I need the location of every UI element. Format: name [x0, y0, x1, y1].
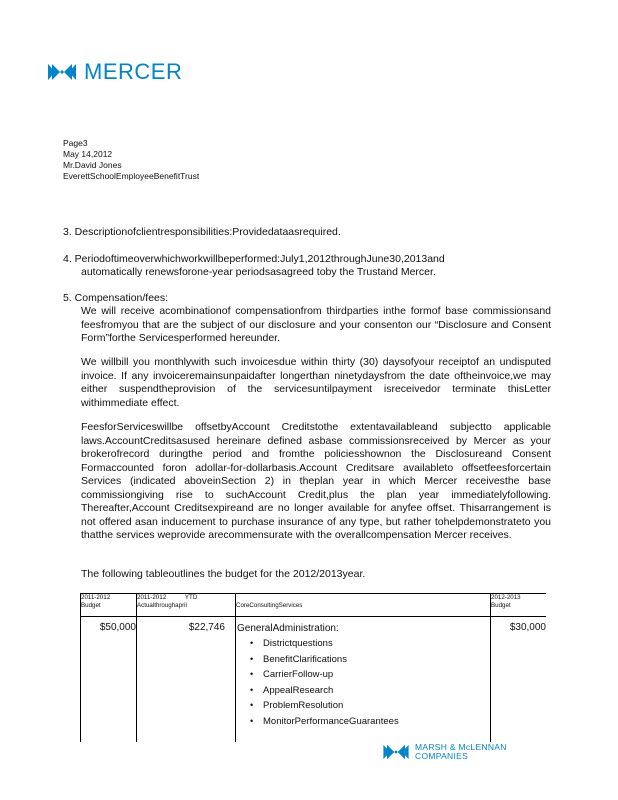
- letter-header: [63, 138, 199, 182]
- footer-line1: MARSH & McLENNAN: [415, 742, 507, 752]
- cell-services: [236, 617, 491, 743]
- mercer-logo-text: MERCER: [84, 59, 183, 84]
- item-4-line1: 4. Periodoftimeoverwhichworkwillbeperformed:July1,2012throughJune30,2013and: [63, 253, 445, 265]
- cell-ytd: $22,746: [137, 617, 236, 743]
- header-core-services-label: CoreConsultingServices: [236, 602, 303, 609]
- paragraph-billing: We willbill you monthlywith such invoicesdue within thirty (30) daysofyour receiptof an undisputed invoice. If any invoiceremainsunpaidafter longerthan ninetydaysfrom the date oftheinvoice,we may either suspendtheprovision of the servicesuntilpayment isreceivedor terminate thisLetter withimmediate effect.: [81, 356, 551, 409]
- list-item: • CarrierFollow-up: [250, 667, 490, 683]
- paragraph-account-credits: FeesforServiceswillbe offsetbyAccount Creditstothe extentavailableand subjectto applicable laws.AccountCreditsasused hereinare defined asbase commissionsreceived by Mercer as your brokerofrecord duringthe period and fromthe policiesshownon the Disclosureand Consent Formaccounted foron adollar-for-dollarbasis.Account Creditsare availableto offsetfeesforcertain Services (indicated aboveinSection 2) in theplan year in which Mercer receivesthe base commissiongiving rise to suchAccount Credit,plus the plan year immediatelyfollowing. Thereafter,Account Creditsexpireand are no longer available for anyfee offset. Thisarrangement is not offered asan inducement to purchase insurance of any type, but rather tohelpdemonstrateto you thatthe services weprovide arecommensurate with the overallcompensation Mercer receives.: [81, 421, 551, 541]
- item-4-line2: automatically renewsforone-year periodsasagreed toby the Trustand Mercer.: [81, 266, 436, 278]
- list-item: • ProblemResolution: [250, 698, 490, 714]
- header-2012-budget-line2: Budget: [491, 602, 511, 609]
- mercer-logo: [48, 60, 182, 84]
- budget-table-header: [81, 594, 547, 617]
- marsh-mclennan-logo-mark-icon: [383, 743, 409, 761]
- table-row: [81, 617, 547, 743]
- header-2011-budget-line1: 2011-2012: [81, 594, 111, 601]
- marsh-mclennan-logo-text: [415, 743, 507, 761]
- list-item: • AppealResearch: [250, 683, 490, 699]
- page-number: Page3: [63, 138, 88, 148]
- header-ytd-line2: Actualthroughapril: [137, 602, 187, 609]
- header-2012-budget: [491, 594, 547, 617]
- header-2011-budget: [81, 594, 137, 617]
- item-5: 5. Compensation/fees:: [63, 292, 169, 304]
- recipient-organization: EverettSchoolEmployeeBenefitTrust: [63, 171, 200, 181]
- service-category: GeneralAdministration:: [237, 623, 339, 634]
- header-2011-budget-line2: Budget: [81, 602, 101, 609]
- header-ytd: [137, 594, 236, 617]
- paragraph-budget-intro: The following tableoutlines the budget for the 2012/2013year.: [81, 568, 366, 580]
- recipient-name: Mr.David Jones: [63, 160, 122, 170]
- list-item: • MonitorPerformanceGuarantees: [250, 714, 490, 730]
- item-3: 3. Descriptionofclientresponsibilities:Providedataasrequired.: [63, 226, 341, 238]
- paragraph-compensation: We will receive acombinationof compensationfrom thirdparties inthe formof base commissionsand feesfromyou that are the subject of our disclosure and your consenton our “Disclosure and Consent Form”forthe Servicesperformed hereunder.: [81, 305, 551, 344]
- marsh-mclennan-logo: [383, 743, 507, 761]
- budget-table: [80, 593, 546, 742]
- list-item: • BenefitClarifications: [250, 652, 490, 668]
- header-2012-budget-line1: 2012-2013: [491, 594, 521, 601]
- cell-2012-budget: $30,000: [491, 617, 547, 743]
- mercer-logo-mark-icon: [48, 62, 76, 82]
- item-4: [63, 253, 543, 279]
- letter-date: May 14,2012: [63, 149, 113, 159]
- header-core-services: [236, 594, 491, 617]
- list-item: • Districtquestions: [250, 636, 490, 652]
- header-ytd-line1: 2011-2012 YTD: [137, 594, 198, 601]
- footer-line2: COMPANIES: [415, 751, 469, 761]
- cell-2011-budget: $50,000: [81, 617, 137, 743]
- service-list: [236, 636, 490, 729]
